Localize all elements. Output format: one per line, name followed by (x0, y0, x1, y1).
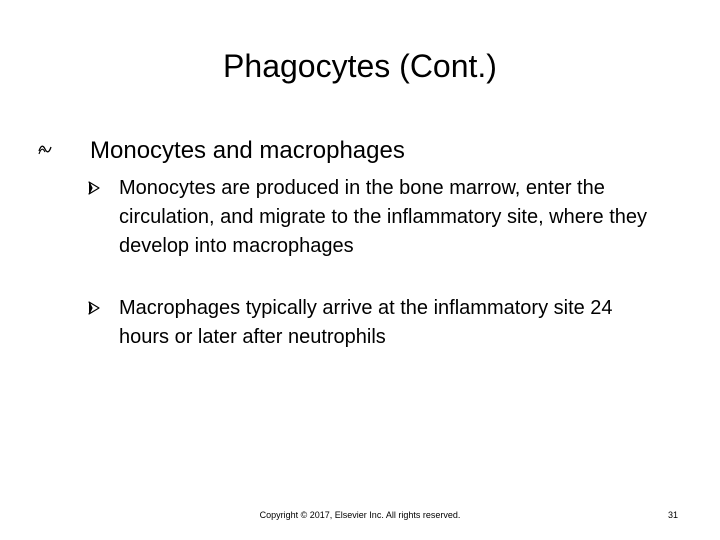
copyright-footer: Copyright © 2017, Elsevier Inc. All rights reserved. (259, 510, 461, 520)
page-number: 31 (667, 510, 678, 520)
main-bullet-text: Monocytes and macrophages (90, 137, 405, 164)
sub-bullet-text: Monocytes are produced in the bone marrow, enter the circulation, and migrate to the inflammatory site, where they develop into macrophages (119, 177, 648, 257)
slide-title: Phagocytes (Cont.) (223, 48, 497, 84)
wave-bullet-icon (38, 143, 52, 155)
arrowhead-bullet-icon (88, 301, 100, 315)
sub-bullet-text: Macrophages typically arrive at the inflammatory site 24 hours or later after neutrophils (119, 297, 613, 348)
arrowhead-bullet-icon (88, 181, 100, 195)
